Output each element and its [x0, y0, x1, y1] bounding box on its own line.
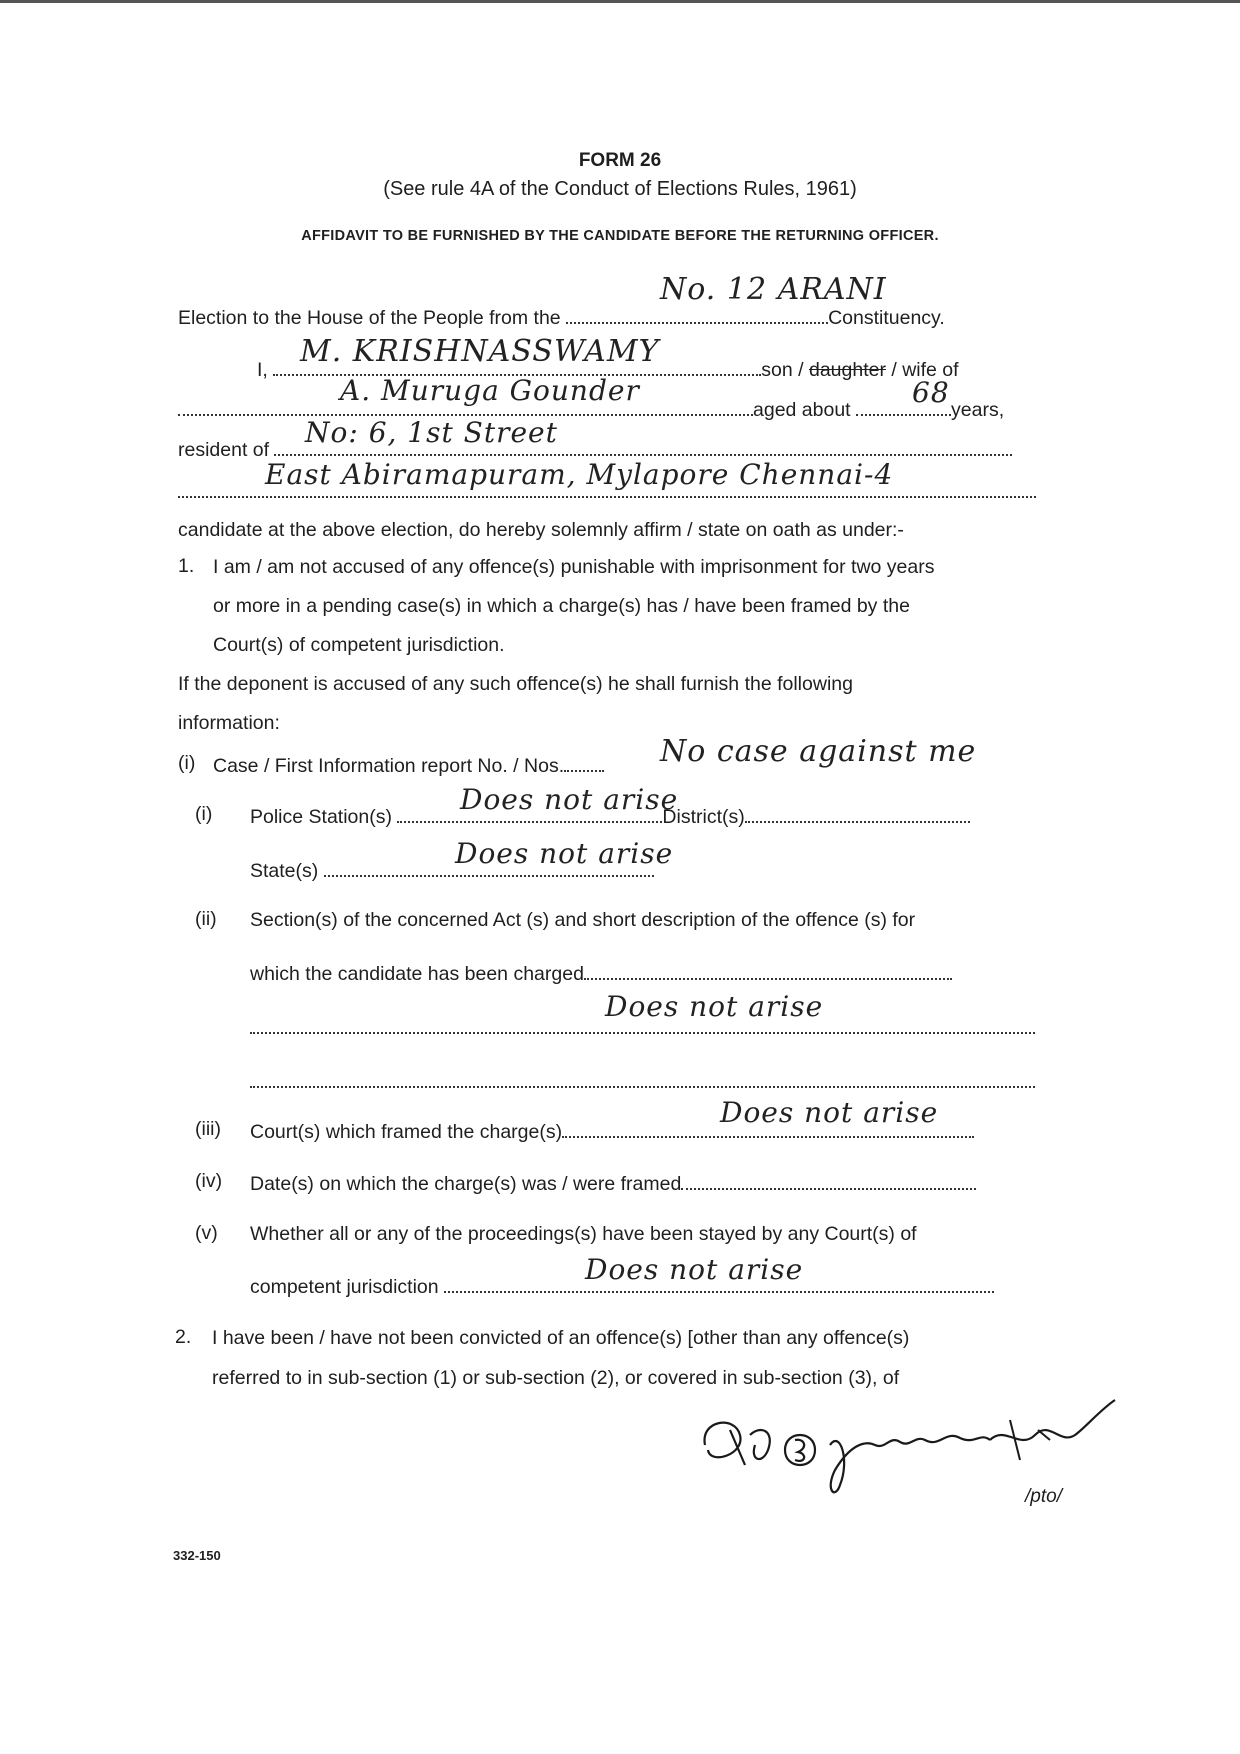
court-handwritten: Does not arise [720, 1096, 939, 1129]
election-prefix: Election to the House of the People from the [178, 307, 561, 329]
sections-line2 [250, 960, 952, 986]
resident-label: resident of [178, 439, 270, 461]
i-label: I, [257, 359, 268, 381]
stayed-number: (v) [195, 1222, 218, 1244]
police-label: Police Station(s) [250, 806, 392, 828]
candidate-signature [690, 1390, 1120, 1500]
stayed-line2-text: competent jurisdiction [250, 1276, 439, 1298]
sections-line2-text: which the candidate has been charged [250, 963, 584, 985]
form-title: FORM 26 [578, 150, 662, 171]
form-subtitle: (See rule 4A of the Conduct of Elections Rules, 1961) [383, 178, 857, 200]
case-label: Case / First Information report No. / Nos. [213, 755, 565, 777]
dates-number: (iv) [195, 1170, 223, 1192]
stayed-line1: Whether all or any of the proceedings(s) have been stayed by any Court(s) of [250, 1223, 917, 1245]
pto-label: /pto/ [1025, 1486, 1062, 1507]
sections-blank-1 [584, 960, 952, 980]
case-blank [564, 752, 604, 772]
item1-line2: or more in a pending case(s) in which a charge(s) has / have been framed by the [213, 595, 910, 617]
deponent-line1: If the deponent is accused of any such offence(s) he shall furnish the following [178, 673, 853, 695]
candidate-name-handwritten: M. KRISHNASSWAMY [300, 334, 660, 369]
constituency-blank [566, 304, 828, 324]
address-line2-handwritten: East Abiramapuram, Mylapore Chennai-4 [265, 458, 894, 491]
age-handwritten: 68 [912, 376, 950, 409]
relation-wife: / wife of [891, 359, 959, 381]
aged-label: aged about [753, 399, 851, 421]
sections-blank-line-3 [250, 1068, 1035, 1094]
court-number: (iii) [195, 1118, 221, 1140]
state-handwritten: Does not arise [455, 837, 674, 870]
court-label: Court(s) which framed the charge(s) [250, 1121, 563, 1143]
police-number: (i) [195, 803, 213, 825]
relation-son: son / [761, 359, 804, 381]
election-suffix: Constituency. [828, 307, 945, 329]
stayed-handwritten: Does not arise [585, 1253, 804, 1286]
item2-line1: I have been / have not been convicted of an offence(s) [other than any offence(s) [212, 1327, 910, 1349]
item2-line2: referred to in sub-section (1) or sub-section (2), or covered in sub-section (3), of [212, 1367, 900, 1389]
sections-blank-3 [250, 1068, 1035, 1088]
sections-handwritten: Does not arise [605, 990, 824, 1023]
dates-label: Date(s) on which the charge(s) was / were framed [250, 1173, 682, 1195]
item1-line3: Court(s) of competent jurisdiction. [213, 634, 505, 656]
address-line1-handwritten: No: 6, 1st Street [305, 416, 558, 449]
item1-number: 1. [178, 555, 195, 577]
election-line [178, 304, 945, 330]
district-label: District(s) [662, 806, 745, 828]
declaration-text: candidate at the above election, do hereby solemnly affirm / state on oath as under:- [178, 519, 904, 541]
sections-number: (ii) [195, 908, 217, 930]
deponent-line2: information: [178, 712, 280, 734]
relation-daughter: daughter [808, 359, 886, 381]
case-line [213, 752, 604, 778]
state-label: State(s) [250, 860, 319, 882]
years-label: years, [951, 399, 1005, 421]
item2-number: 2. [175, 1326, 192, 1348]
item1-line1: I am / am not accused of any offence(s) punishable with imprisonment for two years [213, 556, 935, 578]
case-number: (i) [178, 752, 196, 774]
affidavit-heading: AFFIDAVIT TO BE FURNISHED BY THE CANDIDATE BEFORE THE RETURNING OFFICER. [301, 228, 939, 244]
dates-blank [681, 1170, 976, 1190]
father-name-handwritten: A. Muruga Gounder [340, 374, 640, 407]
constituency-handwritten: No. 12 ARANI [660, 272, 887, 307]
dates-line [250, 1170, 976, 1196]
form-code: 332-150 [173, 1548, 221, 1563]
police-handwritten: Does not arise [460, 783, 679, 816]
district-blank [745, 803, 970, 823]
sections-line1: Section(s) of the concerned Act (s) and short description of the offence (s) for [250, 909, 916, 931]
case-handwritten: No case against me [660, 734, 977, 769]
scan-top-edge [0, 0, 1240, 3]
